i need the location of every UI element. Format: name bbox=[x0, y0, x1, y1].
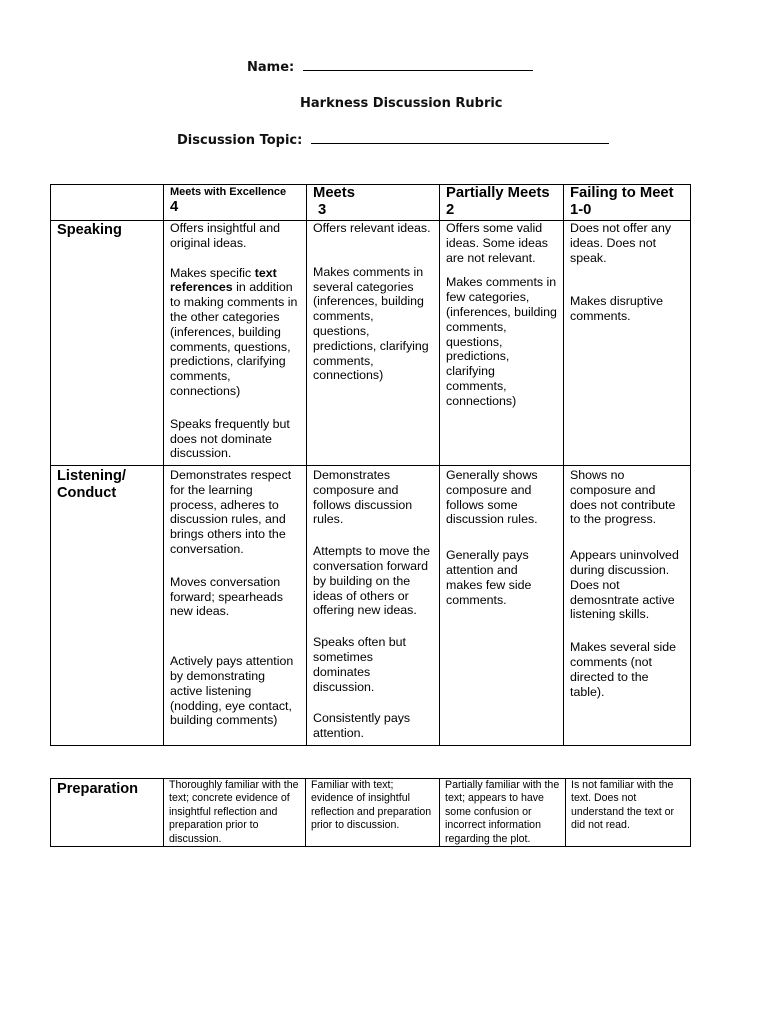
name-field[interactable] bbox=[303, 58, 533, 71]
col-header-excellence: Meets with Excellence 4 bbox=[164, 185, 307, 221]
preparation-meets-cell: Familiar with text; evidence of insightful reflection and preparation prior to discussion. bbox=[306, 779, 440, 847]
speaking-failing-cell: Does not offer any ideas. Does not speak. Makes disruptive comments. bbox=[564, 221, 691, 466]
listening-meets-cell: Demonstrates composure and follows discussion rules. Attempts to move the conversation forward by building on the ideas of others or offering new ideas. Speaks often but sometimes dominates discussion. Consistently pays attention. bbox=[307, 466, 440, 746]
topic-field[interactable] bbox=[311, 131, 609, 144]
page-title: Harkness Discussion Rubric bbox=[300, 96, 503, 111]
preparation-partially-cell: Partially familiar with the text; appears to have some confusion or incorrect information regarding the plot. bbox=[440, 779, 566, 847]
row-label-listening: Listening/ Conduct bbox=[51, 466, 164, 746]
col-header-meets: Meets 3 bbox=[307, 185, 440, 221]
col-header-failing: Failing to Meet 1-0 bbox=[564, 185, 691, 221]
listening-excellence-cell: Demonstrates respect for the learning process, adheres to discussion rules, and brings others into the conversation. Moves conversation forward; spearheads new ideas. Actively pays attention by demonstrating active listening (nodding, eye contact, building comments) bbox=[164, 466, 307, 746]
listening-row bbox=[51, 466, 691, 746]
topic-label: Discussion Topic: bbox=[177, 133, 303, 148]
rubric-table bbox=[50, 184, 691, 746]
speaking-excellence-cell: Offers insightful and original ideas. Makes specific text references in addition to making comments in the other categories (inferences, building comments, questions, predictions, clarifying comments, connections) Speaks frequently but does not dominate discussion. bbox=[164, 221, 307, 466]
preparation-table bbox=[50, 778, 691, 847]
speaking-meets-cell: Offers relevant ideas. Makes comments in several categories (inferences, building comments, questions, predictions, clarifying comments, connections) bbox=[307, 221, 440, 466]
topic-line bbox=[177, 131, 609, 148]
speaking-row bbox=[51, 221, 691, 466]
col-header-partially: Partially Meets 2 bbox=[440, 185, 564, 221]
listening-partially-cell: Generally shows composure and follows some discussion rules. Generally pays attention and makes few side comments. bbox=[440, 466, 564, 746]
name-label: Name: bbox=[247, 60, 295, 75]
row-label-speaking: Speaking bbox=[51, 221, 164, 466]
preparation-excellence-cell: Thoroughly familiar with the text; concrete evidence of insightful reflection and preparation prior to discussion. bbox=[164, 779, 306, 847]
row-label-preparation: Preparation bbox=[51, 779, 164, 847]
name-line bbox=[247, 58, 533, 75]
preparation-row bbox=[51, 779, 691, 847]
preparation-failing-cell: Is not familiar with the text. Does not understand the text or did not read. bbox=[566, 779, 691, 847]
corner-cell bbox=[51, 185, 164, 221]
header-row bbox=[51, 185, 691, 221]
listening-failing-cell: Shows no composure and does not contribute to the progress. Appears uninvolved during discussion. Does not demosntrate active listening skills. Makes several side comments (not directed to the table). bbox=[564, 466, 691, 746]
speaking-partially-cell: Offers some valid ideas. Some ideas are not relevant. Makes comments in few categories, (inferences, building comments, questions, predictions, clarifying comments, connections) bbox=[440, 221, 564, 466]
